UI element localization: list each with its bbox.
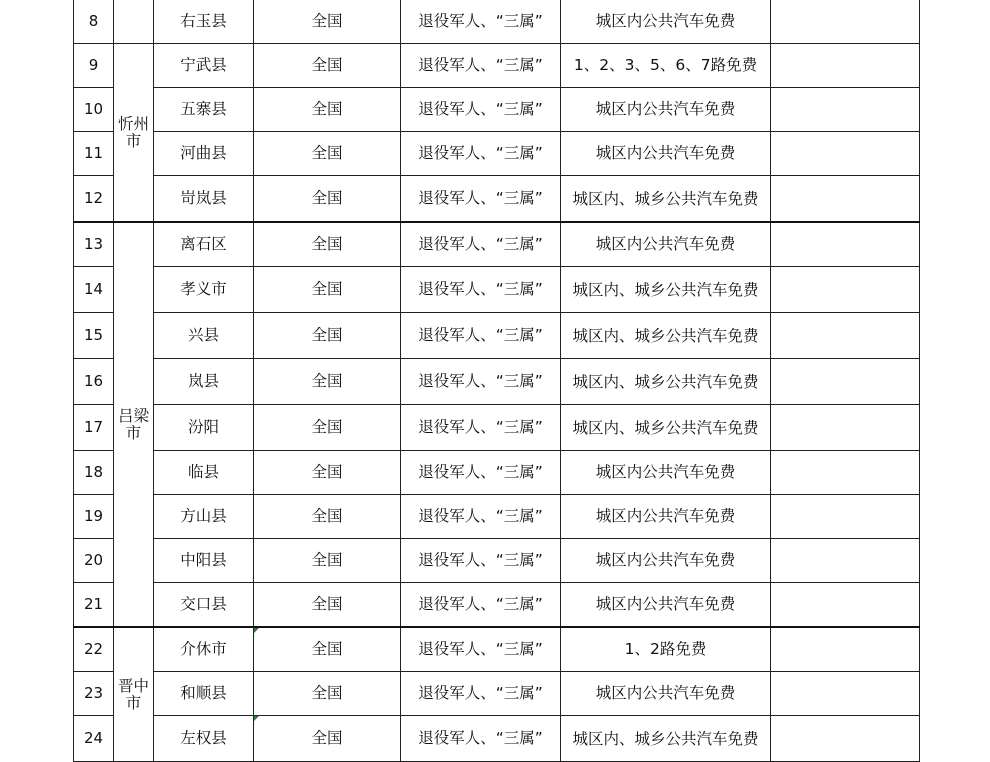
table-row	[74, 176, 920, 223]
scope-cell: 全国	[254, 176, 401, 223]
policy-cell: 城区内、城乡公共汽车免费	[561, 716, 771, 762]
city-cell-empty	[114, 0, 154, 44]
note-cell	[771, 44, 920, 88]
table-row	[74, 583, 920, 628]
county-cell: 中阳县	[154, 539, 254, 583]
county-cell: 汾阳	[154, 405, 254, 451]
row-number: 14	[74, 267, 114, 313]
target-cell: 退役军人、“三属”	[401, 0, 561, 44]
row-number: 13	[74, 222, 114, 267]
policy-cell: 城区内公共汽车免费	[561, 0, 771, 44]
row-number: 10	[74, 88, 114, 132]
target-cell: 退役军人、“三属”	[401, 132, 561, 176]
target-cell: 退役军人、“三属”	[401, 716, 561, 762]
target-cell: 退役军人、“三属”	[401, 359, 561, 405]
policy-cell: 城区内公共汽车免费	[561, 451, 771, 495]
policy-cell: 城区内、城乡公共汽车免费	[561, 313, 771, 359]
note-cell	[771, 132, 920, 176]
row-number: 12	[74, 176, 114, 223]
row-number: 22	[74, 627, 114, 672]
policy-cell: 城区内、城乡公共汽车免费	[561, 267, 771, 313]
target-cell: 退役军人、“三属”	[401, 672, 561, 716]
county-cell: 临县	[154, 451, 254, 495]
table-row	[74, 44, 920, 88]
policy-cell: 1、2、3、5、6、7路免费	[561, 44, 771, 88]
note-cell	[771, 539, 920, 583]
row-number: 16	[74, 359, 114, 405]
city-cell-jinzhong: 晋中市	[114, 627, 154, 762]
scope-cell: 全国	[254, 539, 401, 583]
scope-cell: 全国	[254, 716, 401, 762]
table-row	[74, 0, 920, 44]
policy-cell: 城区内、城乡公共汽车免费	[561, 359, 771, 405]
county-cell: 兴县	[154, 313, 254, 359]
county-cell: 左权县	[154, 716, 254, 762]
scope-cell: 全国	[254, 672, 401, 716]
row-number: 23	[74, 672, 114, 716]
county-cell: 右玉县	[154, 0, 254, 44]
target-cell: 退役军人、“三属”	[401, 88, 561, 132]
table-row	[74, 672, 920, 716]
table-row	[74, 451, 920, 495]
scope-cell: 全国	[254, 0, 401, 44]
table-row	[74, 267, 920, 313]
target-cell: 退役军人、“三属”	[401, 627, 561, 672]
policy-cell: 城区内公共汽车免费	[561, 539, 771, 583]
scope-cell: 全国	[254, 627, 401, 672]
policy-cell: 城区内公共汽车免费	[561, 222, 771, 267]
target-cell: 退役军人、“三属”	[401, 405, 561, 451]
scope-cell: 全国	[254, 495, 401, 539]
row-number: 17	[74, 405, 114, 451]
row-number: 19	[74, 495, 114, 539]
scope-cell: 全国	[254, 267, 401, 313]
scope-cell: 全国	[254, 359, 401, 405]
county-cell: 岚县	[154, 359, 254, 405]
note-cell	[771, 176, 920, 223]
county-cell: 宁武县	[154, 44, 254, 88]
scope-cell: 全国	[254, 44, 401, 88]
note-cell	[771, 267, 920, 313]
county-cell: 离石区	[154, 222, 254, 267]
note-cell	[771, 88, 920, 132]
county-cell: 方山县	[154, 495, 254, 539]
table-row	[74, 132, 920, 176]
scope-cell: 全国	[254, 405, 401, 451]
note-cell	[771, 359, 920, 405]
county-cell: 岢岚县	[154, 176, 254, 223]
target-cell: 退役军人、“三属”	[401, 495, 561, 539]
table-row	[74, 716, 920, 762]
target-cell: 退役军人、“三属”	[401, 222, 561, 267]
target-cell: 退役军人、“三属”	[401, 313, 561, 359]
note-cell	[771, 672, 920, 716]
policy-cell: 城区内公共汽车免费	[561, 583, 771, 628]
target-cell: 退役军人、“三属”	[401, 451, 561, 495]
policy-cell: 城区内公共汽车免费	[561, 495, 771, 539]
row-number: 24	[74, 716, 114, 762]
target-cell: 退役军人、“三属”	[401, 539, 561, 583]
note-cell	[771, 627, 920, 672]
row-number: 18	[74, 451, 114, 495]
target-cell: 退役军人、“三属”	[401, 267, 561, 313]
policy-cell: 城区内、城乡公共汽车免费	[561, 405, 771, 451]
note-cell	[771, 583, 920, 628]
scope-cell: 全国	[254, 583, 401, 628]
county-cell: 介休市	[154, 627, 254, 672]
table-row	[74, 627, 920, 672]
transport-policy-table	[73, 0, 920, 762]
policy-cell: 城区内公共汽车免费	[561, 88, 771, 132]
policy-cell: 城区内公共汽车免费	[561, 672, 771, 716]
scope-cell: 全国	[254, 222, 401, 267]
city-cell-xinzhou: 忻州市	[114, 44, 154, 223]
note-cell	[771, 405, 920, 451]
table-row	[74, 222, 920, 267]
policy-cell: 1、2路免费	[561, 627, 771, 672]
note-cell	[771, 495, 920, 539]
policy-cell: 城区内、城乡公共汽车免费	[561, 176, 771, 223]
scope-cell: 全国	[254, 451, 401, 495]
table-row	[74, 88, 920, 132]
city-cell-lvliang: 吕梁市	[114, 222, 154, 627]
note-cell	[771, 222, 920, 267]
scope-cell: 全国	[254, 88, 401, 132]
row-number: 21	[74, 583, 114, 628]
target-cell: 退役军人、“三属”	[401, 583, 561, 628]
policy-cell: 城区内公共汽车免费	[561, 132, 771, 176]
scope-cell: 全国	[254, 313, 401, 359]
row-number: 11	[74, 132, 114, 176]
row-number: 8	[74, 0, 114, 44]
county-cell: 孝义市	[154, 267, 254, 313]
county-cell: 河曲县	[154, 132, 254, 176]
county-cell: 交口县	[154, 583, 254, 628]
scope-cell: 全国	[254, 132, 401, 176]
note-cell	[771, 716, 920, 762]
note-cell	[771, 313, 920, 359]
county-cell: 和顺县	[154, 672, 254, 716]
table-row	[74, 405, 920, 451]
target-cell: 退役军人、“三属”	[401, 176, 561, 223]
table-row	[74, 359, 920, 405]
row-number: 15	[74, 313, 114, 359]
row-number: 9	[74, 44, 114, 88]
table-row	[74, 495, 920, 539]
table-row	[74, 539, 920, 583]
table-row	[74, 313, 920, 359]
county-cell: 五寨县	[154, 88, 254, 132]
note-cell	[771, 451, 920, 495]
row-number: 20	[74, 539, 114, 583]
target-cell: 退役军人、“三属”	[401, 44, 561, 88]
note-cell	[771, 0, 920, 44]
